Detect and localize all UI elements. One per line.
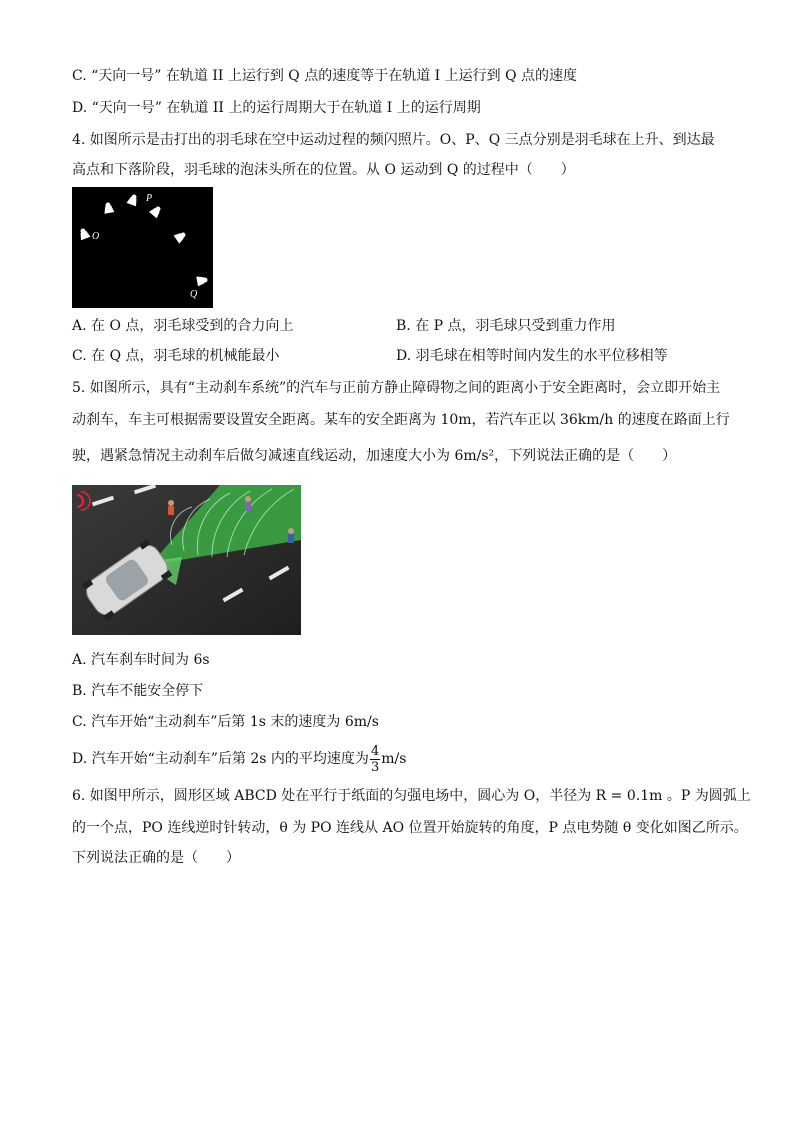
fraction-denominator: 3	[370, 759, 380, 775]
label-o: O	[92, 231, 100, 242]
q6-stem-line1: 6. 如图甲所示，圆形区域 ABCD 处在平行于纸面的匀强电场中，圆心为 O，半径为 R = 0.1m 。P 为圆弧上	[72, 788, 751, 804]
q5-option-a: A. 汽车刹车时间为 6s	[72, 652, 210, 668]
q4-option-d: D. 羽毛球在相等时间内发生的水平位移相等	[396, 348, 668, 364]
pedestrian-icon	[245, 496, 251, 511]
q5-option-b: B. 汽车不能安全停下	[72, 683, 204, 699]
q4-stem-line1: 4. 如图所示是击打出的羽毛球在空中运动过程的频闪照片。O、P、Q 三点分别是羽毛球在上升、到达最	[72, 132, 715, 148]
q5-stem-line1: 5. 如图所示，具有“主动刹车系统”的汽车与正前方静止障碍物之间的距离小于安全距离时，会立即开始主	[72, 380, 721, 396]
option-d-prev: D. “天向一号” 在轨道 II 上的运行周期大于在轨道 I 上的运行周期	[72, 100, 481, 116]
q5-option-d	[72, 742, 406, 776]
auto-brake-car-image	[72, 485, 301, 635]
q4-stem-line2: 高点和下落阶段，羽毛球的泡沫头所在的位置。从 O 运动到 Q 的过程中（ ）	[72, 162, 575, 178]
q4-option-a: A. 在 O 点，羽毛球受到的合力向上	[72, 318, 294, 334]
q6-stem-line3: 下列说法正确的是（ ）	[72, 850, 240, 866]
q6-stem-line2: 的一个点，PO 连线逆时针转动，θ 为 PO 连线从 AO 位置开始旋转的角度，P 点电势随 θ 变化如图乙所示。	[72, 820, 748, 836]
option-c-prev: C. “天向一号” 在轨道 II 上运行到 Q 点的速度等于在轨道 I 上运行到 Q 点的速度	[72, 68, 578, 84]
fraction	[370, 744, 380, 775]
q5-option-c: C. 汽车开始“主动刹车”后第 1s 末的速度为 6m/s	[72, 714, 379, 730]
pedestrian-icon	[288, 528, 294, 543]
q5-stem-line2: 动刹车，车主可根据需要设置安全距离。某车的安全距离为 10m，若汽车正以 36km/h 的速度在路面上行	[72, 412, 730, 428]
label-q: Q	[190, 289, 198, 300]
q5-option-d-unit: m/s	[381, 751, 407, 767]
q4-option-c: C. 在 Q 点，羽毛球的机械能最小	[72, 348, 280, 364]
badminton-strobe-photo	[72, 187, 213, 308]
label-p: P	[146, 193, 153, 204]
fraction-numerator: 4	[370, 743, 380, 759]
pedestrian-icon	[168, 500, 174, 515]
q5-option-d-text: D. 汽车开始“主动刹车”后第 2s 内的平均速度为	[72, 751, 369, 767]
q4-option-b: B. 在 P 点，羽毛球只受到重力作用	[396, 318, 616, 334]
q5-stem-line3: 驶，遇紧急情况主动刹车后做匀减速直线运动，加速度大小为 6m/s²，下列说法正确的是（ ）	[72, 448, 677, 464]
